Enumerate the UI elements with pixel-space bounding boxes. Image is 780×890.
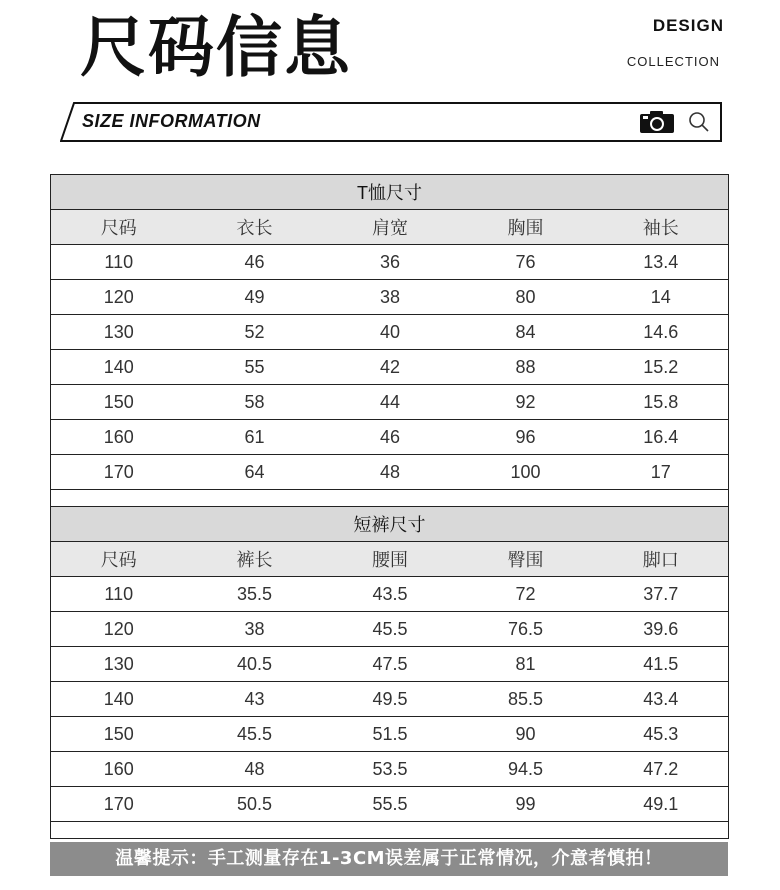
table-spacer bbox=[51, 490, 729, 507]
table-cell: 130 bbox=[51, 647, 187, 682]
table-cell: 43.5 bbox=[323, 577, 458, 612]
tshirt-row bbox=[51, 455, 729, 490]
tshirt-row bbox=[51, 245, 729, 280]
table-cell: 衣长 bbox=[187, 210, 323, 245]
table-cell: 45.5 bbox=[187, 717, 323, 752]
table-cell: 120 bbox=[51, 612, 187, 647]
table-cell: T恤尺寸 bbox=[51, 175, 729, 210]
table-cell: 58 bbox=[187, 385, 323, 420]
table-cell: 脚口 bbox=[594, 542, 729, 577]
table-cell: 88 bbox=[458, 350, 594, 385]
tshirt-row bbox=[51, 350, 729, 385]
table-cell: 17 bbox=[594, 455, 729, 490]
page-title: 尺码信息 bbox=[80, 9, 352, 86]
table-cell: 44 bbox=[323, 385, 458, 420]
table-cell: 47.2 bbox=[594, 752, 729, 787]
table-cell: 胸围 bbox=[458, 210, 594, 245]
table-cell: 150 bbox=[51, 385, 187, 420]
table-cell: 35.5 bbox=[187, 577, 323, 612]
table-cell: 45.3 bbox=[594, 717, 729, 752]
table-cell: 尺码 bbox=[51, 542, 187, 577]
table-cell: 80 bbox=[458, 280, 594, 315]
table-cell: 46 bbox=[323, 420, 458, 455]
table-cell: 41.5 bbox=[594, 647, 729, 682]
table-cell: 14 bbox=[594, 280, 729, 315]
shorts-header-row bbox=[51, 542, 729, 577]
table-cell: 50.5 bbox=[187, 787, 323, 822]
shorts-caption bbox=[51, 507, 729, 542]
table-cell: 49 bbox=[187, 280, 323, 315]
table-cell: 90 bbox=[458, 717, 594, 752]
shorts-row bbox=[51, 787, 729, 822]
table-cell: 76 bbox=[458, 245, 594, 280]
table-cell: 袖长 bbox=[594, 210, 729, 245]
table-cell: 61 bbox=[187, 420, 323, 455]
table-cell: 84 bbox=[458, 315, 594, 350]
table-cell: 裤长 bbox=[187, 542, 323, 577]
table-cell: 130 bbox=[51, 315, 187, 350]
table-cell: 37.7 bbox=[594, 577, 729, 612]
table-cell: 39.6 bbox=[594, 612, 729, 647]
shorts-row bbox=[51, 647, 729, 682]
table-cell: 160 bbox=[51, 752, 187, 787]
tshirt-header-row bbox=[51, 210, 729, 245]
table-cell: 110 bbox=[51, 577, 187, 612]
measurement-tip: 温馨提示：手工测量存在1-3CM误差属于正常情况，介意者慎拍！ bbox=[50, 842, 728, 876]
table-cell: 72 bbox=[458, 577, 594, 612]
table-cell bbox=[51, 490, 729, 507]
size-information-bar bbox=[60, 102, 722, 142]
table-cell: 36 bbox=[323, 245, 458, 280]
table-cell: 尺码 bbox=[51, 210, 187, 245]
table-cell: 肩宽 bbox=[323, 210, 458, 245]
table-cell: 81 bbox=[458, 647, 594, 682]
table-cell: 46 bbox=[187, 245, 323, 280]
shorts-row bbox=[51, 577, 729, 612]
table-cell: 臀围 bbox=[458, 542, 594, 577]
table-cell: 53.5 bbox=[323, 752, 458, 787]
table-cell: 51.5 bbox=[323, 717, 458, 752]
table-cell: 49.1 bbox=[594, 787, 729, 822]
table-cell: 150 bbox=[51, 717, 187, 752]
design-label: DESIGN bbox=[652, 16, 724, 35]
table-cell: 55 bbox=[187, 350, 323, 385]
table-cell: 16.4 bbox=[594, 420, 729, 455]
size-table bbox=[50, 174, 729, 839]
table-cell: 13.4 bbox=[594, 245, 729, 280]
table-cell: 52 bbox=[187, 315, 323, 350]
table-cell bbox=[51, 822, 729, 839]
table-cell: 14.6 bbox=[594, 315, 729, 350]
tshirt-row bbox=[51, 420, 729, 455]
table-cell: 47.5 bbox=[323, 647, 458, 682]
table-cell: 43 bbox=[187, 682, 323, 717]
size-information-label: SIZE INFORMATION bbox=[82, 111, 261, 131]
table-cell: 腰围 bbox=[323, 542, 458, 577]
table-cell: 160 bbox=[51, 420, 187, 455]
table-cell: 49.5 bbox=[323, 682, 458, 717]
camera-icon[interactable] bbox=[639, 110, 675, 138]
table-cell: 64 bbox=[187, 455, 323, 490]
shorts-row bbox=[51, 612, 729, 647]
table-cell: 140 bbox=[51, 682, 187, 717]
table-spacer bbox=[51, 822, 729, 839]
table-cell: 45.5 bbox=[323, 612, 458, 647]
table-cell: 38 bbox=[187, 612, 323, 647]
collection-label: COLLECTION bbox=[626, 54, 720, 69]
table-cell: 170 bbox=[51, 455, 187, 490]
table-cell: 92 bbox=[458, 385, 594, 420]
table-cell: 40 bbox=[323, 315, 458, 350]
table-cell: 55.5 bbox=[323, 787, 458, 822]
tshirt-caption bbox=[51, 175, 729, 210]
shorts-row bbox=[51, 717, 729, 752]
table-cell: 110 bbox=[51, 245, 187, 280]
table-cell: 120 bbox=[51, 280, 187, 315]
table-cell: 15.2 bbox=[594, 350, 729, 385]
tshirt-row bbox=[51, 315, 729, 350]
search-icon[interactable] bbox=[688, 111, 710, 137]
table-cell: 100 bbox=[458, 455, 594, 490]
table-cell: 40.5 bbox=[187, 647, 323, 682]
table-cell: 94.5 bbox=[458, 752, 594, 787]
shorts-row bbox=[51, 752, 729, 787]
tshirt-row bbox=[51, 280, 729, 315]
table-cell: 99 bbox=[458, 787, 594, 822]
table-cell: 43.4 bbox=[594, 682, 729, 717]
table-cell: 85.5 bbox=[458, 682, 594, 717]
shorts-row bbox=[51, 682, 729, 717]
table-cell: 76.5 bbox=[458, 612, 594, 647]
table-cell: 短裤尺寸 bbox=[51, 507, 729, 542]
table-cell: 140 bbox=[51, 350, 187, 385]
table-cell: 48 bbox=[323, 455, 458, 490]
table-cell: 15.8 bbox=[594, 385, 729, 420]
tshirt-row bbox=[51, 385, 729, 420]
table-cell: 42 bbox=[323, 350, 458, 385]
table-cell: 170 bbox=[51, 787, 187, 822]
table-cell: 96 bbox=[458, 420, 594, 455]
table-cell: 48 bbox=[187, 752, 323, 787]
table-cell: 38 bbox=[323, 280, 458, 315]
